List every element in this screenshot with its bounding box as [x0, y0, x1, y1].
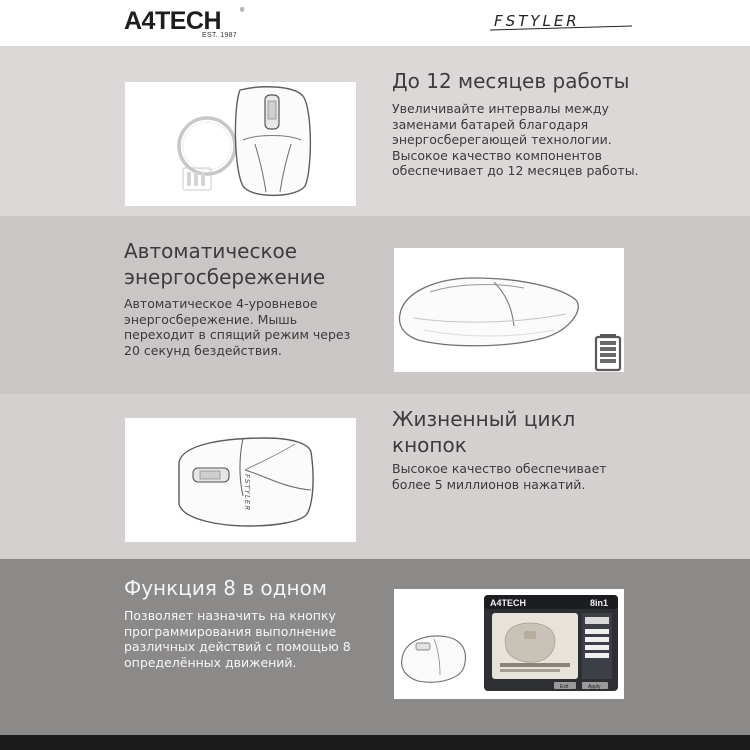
section-auto-power-saving [0, 216, 750, 394]
button-lifecycle-image [125, 418, 356, 542]
section-title: Автоматическое энергосбережение [124, 239, 326, 289]
power-saving-image [394, 248, 624, 372]
fstyler-text: FSTYLER [494, 12, 580, 30]
svg-text:FSTYLER: FSTYLER [243, 474, 251, 512]
header [0, 0, 750, 46]
section-description: Позволяет назначить на кнопку программирования выполнение различных действий с помощью 8 определённых движений. [124, 608, 351, 670]
apply-button-label: Apply [588, 684, 601, 690]
section-8-in-1 [0, 559, 750, 735]
section-title: Жизненный цикл кнопок [392, 407, 576, 457]
fstyler-wordmark [486, 4, 636, 36]
exit-button-label: Exit [560, 684, 569, 690]
est-label: EST. 1987 [202, 32, 237, 39]
section-title: Функция 8 в одном [124, 576, 327, 600]
section-button-lifecycle [0, 394, 750, 559]
section-title: До 12 месяцев работы [392, 69, 630, 93]
registered-mark: ® [240, 8, 245, 14]
section-description: Высокое качество обеспечивает более 5 миллионов нажатий. [392, 461, 607, 492]
logo-text: A4TECH [124, 7, 222, 35]
section-battery-life [0, 46, 750, 216]
software-badge-text: 8in1 [590, 598, 609, 608]
section-description: Увеличивайте интервалы между заменами батарей благодаря энергосберегающей технологии. Высокое качество компонентов обеспечивает до 12 месяцев работы. [392, 101, 639, 178]
software-logo-text: A4TECH [490, 598, 527, 608]
battery-icon [596, 334, 620, 370]
section-description: Автоматическое 4-уровневое энергосбережение. Мышь переходит в спящий режим через 20 секунд бездействия. [124, 296, 351, 358]
software-screenshot [394, 589, 624, 699]
battery-life-image [125, 82, 356, 206]
footer-strip [0, 735, 750, 750]
